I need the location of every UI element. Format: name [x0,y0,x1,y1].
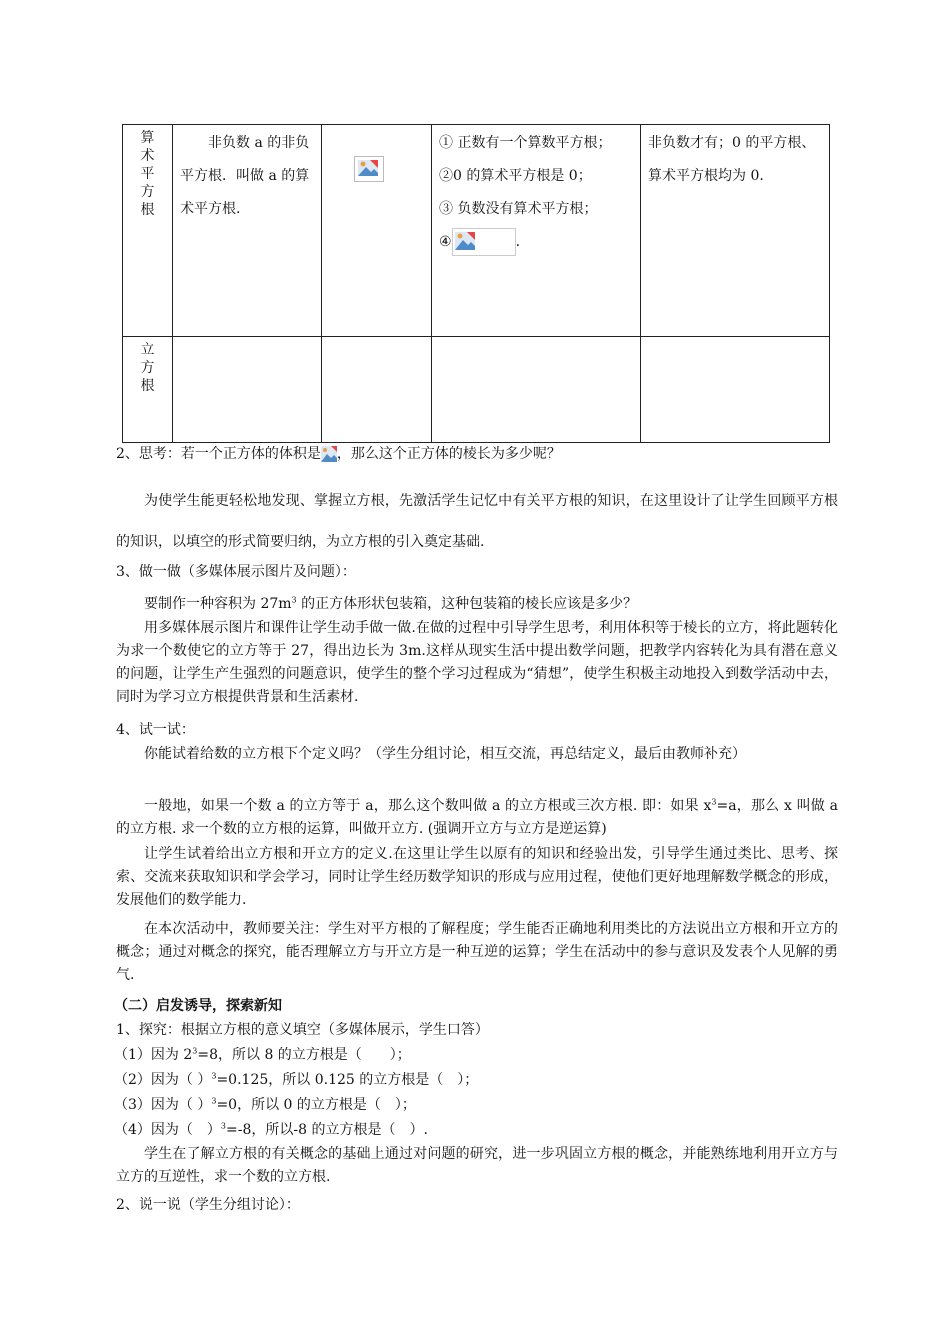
question-3-title: 3、做一做（多媒体展示图片及问题）： [116,564,356,580]
explore-item-1: （1）因为 $2^3=8$，所以 8 的立方根是（ ）； [114,1046,411,1063]
cube-root-definition: 一般地，如果一个数 a 的立方等于 a，那么这个数叫做 a 的立方根或三次方根. 即：如果 $x^3=a$，那么 x 叫做 a 的立方根. 求一个数的立方根的运算，叫做开立方. (强调开立方与立方是逆运算) [116,797,838,837]
question-4-title: 4、试一试： [116,722,195,738]
question-4-attention: 在本次活动中，教师要关注：学生对平方根的了解程度；学生能否正确地利用类比的方法说出立方根和开立方的概念；通过对概念的探究，能否理解立方与开立方是一种互逆的运算；学生在活动中的参与意识及发表个人见解的勇气. [116,921,838,983]
explore-1-title: 1、探究：根据立方根的意义填空（多媒体展示，学生口答） [116,1022,489,1038]
explore-item-2: （2）因为（ ）$^3$=0.125，所以 0.125 的立方根是（ ）； [114,1071,479,1088]
property-3: ③ 负数没有算术平方根； [439,201,598,217]
property-4: ④ . [439,226,633,259]
empty-cell [322,337,432,443]
broken-image-icon [452,228,516,256]
broken-image-icon [354,156,384,182]
question-4-guide: 让学生试着给出立方根和开立方的定义.在这里让学生以原有的知识和经验出发，引导学生通过类比、思考、探索、交流来获取知识和学会学习，同时让学生经历数学知识的形成与应用过程，使他们更好地理解数学概念的形成，发展他们的数学能力. [116,846,838,908]
definition-cell [173,125,322,337]
concept-table [122,124,830,443]
section-2-title: （二）启发诱导，探索新知 [114,998,282,1014]
property-2: ②0 的算术平方根是 0； [439,168,592,184]
explore-summary: 学生在了解立方根的有关概念的基础上通过对问题的研究，进一步巩固立方根的概念，并能熟练地利用开立方与立方的互逆性，求一个数的立方根. [116,1146,838,1185]
discuss-2-title: 2、说一说（学生分组讨论）： [116,1197,300,1213]
note-text: 非负数才有；0 的平方根、算术平方根均为 0. [648,135,816,184]
empty-cell [641,337,830,443]
question-4-intro: 你能试着给数的立方根下个定义吗？（学生分组讨论，相互交流，再总结定义，最后由教师补充） [144,746,746,762]
explore-item-4: （4）因为（ ）$^3$=-8，所以-8 的立方根是（ ）. [114,1121,428,1138]
broken-image-icon [321,446,337,462]
property-1: ① 正数有一个算数平方根； [439,135,612,151]
table-row [123,125,830,337]
definition-text: 非负数 a 的非负平方根．叫做 a 的算术平方根. [180,135,310,217]
empty-cell [173,337,322,443]
note-cell [641,125,830,337]
row-head-square-root: 算术平方根 [123,125,173,337]
symbol-cell [322,125,432,337]
question-3-explanation: 用多媒体展示图片和课件让学生动手做一做.在做的过程中引导学生思考，利用体积等于棱长的立方，将此题转化为求一个数使它的立方等于 27，得出边长为 3m.这样从现实生活中提出数学问题，把教学内容转化为具有潜在意义的问题，让学生产生强烈的问题意识，使学生的整个学习过程成为“猜想”，使学生积极主动地投入到数学活动中去，同时为学习立方根提供背景和生活素材. [116,620,838,705]
question-3-problem: 要制作一种容积为 $27m^3$ 的正方体形状包装箱，这种包装箱的棱长应该是多少？ [144,595,638,612]
explore-item-3: （3）因为（ ）$^3$=0，所以 0 的立方根是（ ）； [114,1096,416,1113]
question-2: 2、思考：若一个正方体的体积是 ，那么这个正方体的棱长为多少呢？ [116,446,561,462]
table-row [123,337,830,443]
empty-cell [432,337,641,443]
properties-cell [432,125,641,337]
review-paragraph: 为使学生能更轻松地发现、掌握立方根，先激活学生记忆中有关平方根的知识，在这里设计了让学生回顾平方根的知识，以填空的形式简要归纳，为立方根的引入奠定基础. [116,493,838,550]
row-head-cube-root: 立方根 [123,337,173,443]
